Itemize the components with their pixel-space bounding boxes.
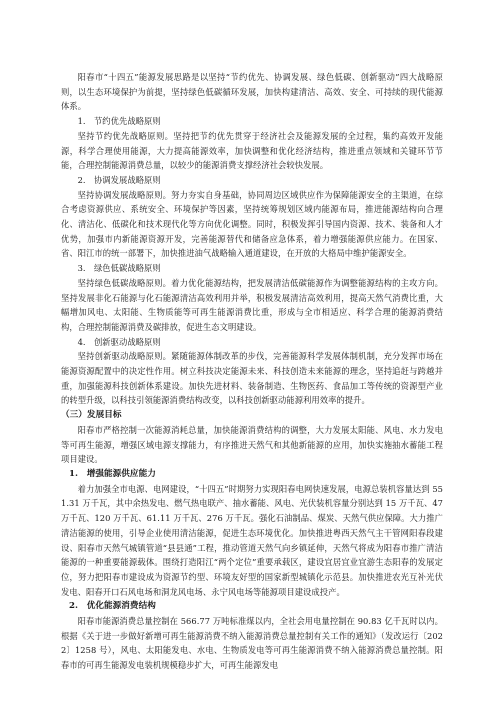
- goals-paragraph: 阳春市严格控制一次能源消耗总量，加快能源消费结构的调整，大力发展太阳能、风电、水力发电等可再生能源，增强区域电源支撑能力，有序推进天然气和其他新能源的应用，加快实施抽水蓄能工程项目建设。: [61, 424, 443, 465]
- principle-2-paragraph: 坚持协调发展战略原则。努力夯实自身基础，协同周边区域供应作为保障能源安全的主渠道，在综合考虑资源供应、系统安全、环境保护等因素，坚持统筹规划区域内能源布局，推进能源结构向合理化、清洁化、低碳化和技术现代化等方向优化调整。同时，积极发挥引导国内资源、技术、装备和人才优势，加强市内新能源资源开发，完善能源替代和储备应急体系，着力增强能源供应能力。在国家、省、阳江市的统一部署下，加快推进油气战略输入通道建设，在开放的大格局中维护能源安全。: [61, 189, 443, 259]
- principle-3-heading: 3. 绿色低碳战略原则: [77, 263, 161, 274]
- supply-paragraph: 着力加强全市电源、电网建设，“十四五”时期努力实现阳春电网快速发展，电源总装机容量达到 551.31 万千瓦，其中余热发电、燃气热电联产、抽水蓄能、风电、光伏装机容量分别达到 15 万千瓦、47 万千瓦、120 万千瓦、61.11 万千瓦、276 万千瓦。强化石油制品、煤炭、天然气供应保障。大力推广清洁能源的使用，引导企业使用清洁能源，促进生态环境优化。加快推进粤西天然气主干管网阳春段建设、阳春市天然气城镇管道“县县通”工程，推动管道天然气向乡镇延伸，天然气将成为阳春市推广清洁能源的一种重要能源载体。围绕打造阳江“两个定位”重要承载区，建设宜居宜业宜游生态阳春的发展定位，努力把阳春市建设成为资源节约型、环境友好型的国家新型城镇化示范县。加快推进农光互补光伏发电、阳春开口石风电场和洞龙风电场、永宁风电场等能源项目建设成投产。: [61, 483, 443, 597]
- document-body: [61, 70, 443, 673]
- principle-3-paragraph: 坚持绿色低碳战略原则。着力优化能源结构，把发展清洁低碳能源作为调整能源结构的主攻方向。坚持发展非化石能源与化石能源清洁高效利用并举，积极发展清洁高效利用，提高天然气消费比重，大幅增加风电、太阳能、生物质能等可再生能源消费比重，形成与全市相适应、科学合理的能源消费结构，合理控制能源消费及碳排放，促进生态文明建设。: [61, 277, 443, 332]
- consumption-paragraph: 阳春市能源消费总量控制在 566.77 万吨标准煤以内，全社会用电量控制在 90.83 亿千瓦时以内。根据《关于进一步做好新增可再生能源消费不纳入能源消费总量控制有关工作的通知》（发改运行〔2022〕1258 号），风电、太阳能发电、水电、生物质发电等可再生能源消费不纳入能源消费总量控制。阳春市的可再生能源发电装机规模稳步扩大，可再生能源发电: [61, 616, 443, 671]
- subsection-heading-supply: 1. 增强能源供应能力: [69, 468, 156, 479]
- intro-paragraph: 阳春市“十四五”能源发展思路是以坚持“节约优先、协调发展、绿色低碳、创新驱动”四大战略原则，以生态环境保护为前提，坚持绿色低碳循环发展，加快构建清洁、高效、安全、可持续的现代能源体系。: [61, 72, 443, 112]
- principle-1-paragraph: 坚持节约优先战略原则。坚持把节约优先贯穿于经济社会及能源发展的全过程，集约高效开发能源，科学合理使用能源，大力提高能源效率，加快调整和优化经济结构，推进重点领域和关键环节节能，合理控制能源消费总量，以较少的能源消费支撑经济社会较快发展。: [61, 130, 443, 171]
- subsection-heading-consumption: 2. 优化能源消费结构: [69, 601, 156, 612]
- principle-4-heading: 4. 创新驱动战略原则: [77, 336, 161, 347]
- principle-1-heading: 1. 节约优先战略原则: [77, 116, 161, 127]
- principle-2-heading: 2. 协调发展战略原则: [77, 174, 161, 185]
- principle-4-paragraph: 坚持创新驱动战略原则。紧随能源体制改革的步伐，完善能源科学发展体制机制，充分发挥市场在能源资源配置中的决定性作用。树立科技决定能源未来、科技创造未来能源的理念，坚持追赶与跨越并重，加强能源科技创新体系建设。加快先进材料、装备制造、生物医药、食品加工等传统的资源型产业的转型升级，以科技引领能源消费结构改变，以科技创新驱动能源利用效率的提升。: [61, 351, 443, 406]
- section-heading-goals: （三）发展目标: [61, 410, 122, 421]
